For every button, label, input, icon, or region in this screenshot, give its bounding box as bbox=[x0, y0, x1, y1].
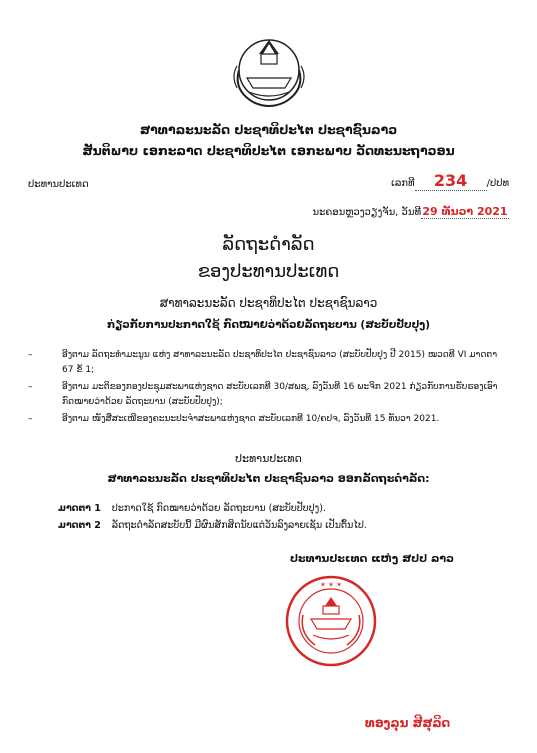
signatory-name: ທອງລຸນ ສີສຸລິດ bbox=[365, 716, 451, 730]
date-value: 29 ທັນວາ 2021 bbox=[422, 205, 508, 218]
reference-list bbox=[28, 348, 510, 427]
dash-icon: – bbox=[28, 414, 33, 424]
decree-number bbox=[391, 171, 509, 191]
issuer-heading: ປະທານປະເທດ bbox=[235, 452, 302, 465]
place-date-prefix: ນະຄອນຫຼວງວຽງຈັນ, ວັນທີ bbox=[312, 207, 421, 218]
article-label: ມາດຕາ 1 bbox=[58, 503, 101, 514]
country-name: ສາທາລະນະລັດ ປະຊາທິປະໄຕ ປະຊາຊົນລາວ bbox=[139, 122, 398, 137]
dash-icon: – bbox=[28, 382, 33, 392]
national-emblem-icon bbox=[223, 30, 315, 112]
signatory-title: ປະທານປະເທດ ແຫ່ງ ສປປ ລາວ bbox=[290, 552, 454, 565]
dash-icon: – bbox=[28, 350, 33, 360]
official-seal bbox=[285, 575, 377, 667]
title-country: ສາທາລະນະລັດ ປະຊາທິປະໄຕ ປະຊາຊົນລາວ bbox=[159, 296, 378, 310]
svg-text:✶ ✶ ✶: ✶ ✶ ✶ bbox=[319, 581, 343, 589]
place-date bbox=[312, 205, 509, 219]
office-name: ປະທານປະເທດ bbox=[28, 179, 89, 190]
decree-subject: ກ່ຽວກັບການປະກາດໃຊ້ ກົດໝາຍວ່າດ້ວຍລັດຖະບານ (ສະບັບປັບປຸງ) bbox=[106, 319, 431, 331]
reference-text: ອີງຕາມ ລັດຖະທຳມະນູນ ແຫ່ງ ສາທາລະນະລັດ ປະຊາທິປະໄຕ ປະຊາຊົນລາວ (ສະບັບປັບປຸງ ປີ 2015) ໝວດທີ VI ມາດຕາ 67 ຂໍ້ 1; bbox=[62, 350, 498, 375]
list-item bbox=[28, 412, 510, 427]
decree-title: ລັດຖະດຳລັດ bbox=[222, 234, 315, 255]
article-text: ປະກາດໃຊ້ ກົດໝາຍວ່າດ້ວຍ ລັດຖະບານ (ສະບັບປັບປຸງ). bbox=[111, 503, 326, 514]
number-suffix: /ປປທ bbox=[486, 178, 509, 189]
article-label: ມາດຕາ 2 bbox=[58, 520, 101, 531]
article-2 bbox=[58, 520, 367, 531]
national-motto: ສັນຕິພາບ ເອກະລາດ ປະຊາທິປະໄຕ ເອກະພາບ ວັດທະນະຖາວອນ bbox=[82, 143, 455, 158]
issuer-statement: ສາທາລະນະລັດ ປະຊາທິປະໄຕ ປະຊາຊົນລາວ ອອກລັດຖະດຳລັດ: bbox=[107, 472, 430, 485]
article-text: ລັດຖະດຳລັດສະບັບນີ້ ມີຜົນສັກສິດນັບແຕ່ວັນລົງລາຍເຊັນ ເປັນຕົ້ນໄປ. bbox=[111, 520, 367, 531]
number-prefix: ເລກທີ bbox=[391, 178, 415, 189]
reference-text: ອີງຕາມ ໜັງສືສະເໜີຂອງຄະນະປະຈຳສະພາແຫ່ງຊາດ ສະບັບເລກທີ 10/ຄປຈ, ລົງວັນທີ 15 ທັນວາ 2021. bbox=[62, 414, 440, 424]
article-1 bbox=[58, 503, 326, 514]
decree-issuer-title: ຂອງປະທານປະເທດ bbox=[197, 261, 340, 282]
number-value: 234 bbox=[433, 171, 468, 190]
reference-text: ອີງຕາມ ມະຕິຂອງກອງປະຊຸມສະພາແຫ່ງຊາດ ສະບັບເລກທີ 30/ສພຊ, ລົງວັນທີ 16 ພະຈິກ 2021 ກ່ຽວກັບການຮັບຮອງເອົາກົດໝາຍວ່າດ້ວຍ ລັດຖະບານ (ສະບັບປັບປຸງ); bbox=[62, 382, 498, 407]
list-item bbox=[28, 380, 510, 410]
list-item bbox=[28, 348, 510, 378]
